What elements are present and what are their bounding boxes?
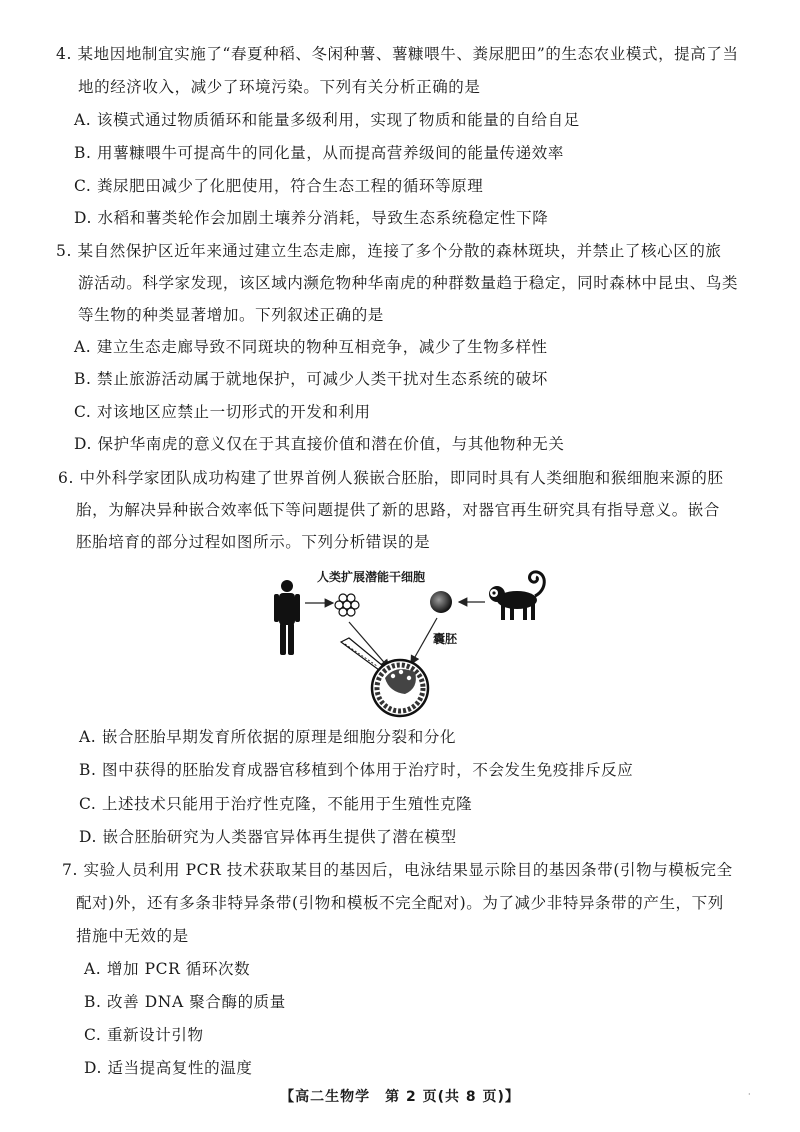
option-c: C. 对该地区应禁止一切形式的开发和利用 [74, 403, 371, 421]
figure-label-stem-cells: 人类扩展潜能干细胞 [317, 570, 426, 584]
question-stem-line: 胎，为解决异种嵌合效率低下等问题提供了新的思路，对器官再生研究具有指导意义。嵌合 [76, 501, 721, 519]
blastocyst-icon [430, 591, 452, 613]
question-stem-line: 6. 中外科学家团队成功构建了世界首例人猴嵌合胚胎，即同时具有人类细胞和猴细胞来源的胚 [58, 469, 724, 487]
question-stem-line: 地的经济收入，减少了环境污染。下列有关分析正确的是 [78, 78, 481, 96]
question-stem-line: 配对)外，还有多条非特异条带(引物和模板不完全配对)。为了减少非特异条带的产生，下列 [76, 894, 724, 912]
option-d: D. 嵌合胚胎研究为人类器官异体再生提供了潜在模型 [79, 828, 457, 846]
option-c: C. 重新设计引物 [84, 1026, 204, 1044]
option-b: B. 图中获得的胚胎发育成器官移植到个体用于治疗时，不会发生免疫排斥反应 [79, 761, 634, 779]
option-d: D. 适当提高复性的温度 [84, 1059, 253, 1077]
stem-cell-cluster-icon [335, 594, 359, 616]
question-stem-line: 4. 某地因地制宜实施了“春夏种稻、冬闲种薯、薯糠喂牛、粪尿肥田”的生态农业模式，提高了当 [56, 45, 739, 63]
question-stem-line: 措施中无效的是 [76, 927, 189, 945]
option-b: B. 改善 DNA 聚合酶的质量 [84, 993, 286, 1011]
question-stem-line: 胚胎培育的部分过程如图所示。下列分析错误的是 [76, 533, 431, 551]
corner-mark: · [748, 1090, 751, 1099]
chimeric-embryo-figure [265, 560, 555, 720]
option-d: D. 水稻和薯类轮作会加剧土壤养分消耗，导致生态系统稳定性下降 [74, 209, 549, 227]
figure-label-blastocyst: 囊胚 [433, 632, 458, 646]
option-a: A. 该模式通过物质循环和能量多级利用，实现了物质和能量的自给自足 [74, 111, 580, 129]
question-stem-line: 游活动。科学家发现，该区域内濒危物种华南虎的种群数量趋于稳定，同时森林中昆虫、鸟类 [78, 274, 739, 292]
option-c: C. 上述技术只能用于治疗性克隆，不能用于生殖性克隆 [79, 795, 473, 813]
option-b: B. 用薯糠喂牛可提高牛的同化量，从而提高营养级间的能量传递效率 [74, 144, 564, 162]
option-d: D. 保护华南虎的意义仅在于其直接价值和潜在价值，与其他物种无关 [74, 435, 565, 453]
option-b: B. 禁止旅游活动属于就地保护，可减少人类干扰对生态系统的破坏 [74, 370, 548, 388]
option-a: A. 嵌合胚胎早期发育所依据的原理是细胞分裂和分化 [79, 728, 457, 746]
option-a: A. 建立生态走廊导致不同斑块的物种互相竞争，减少了生物多样性 [74, 338, 548, 356]
monkey-icon [489, 572, 544, 620]
question-stem-line: 等生物的种类显著增加。下列叙述正确的是 [78, 306, 384, 324]
question-stem-line: 5. 某自然保护区近年来通过建立生态走廊，连接了多个分散的森林斑块，并禁止了核心区的旅 [56, 242, 722, 260]
option-c: C. 粪尿肥田减少了化肥使用，符合生态工程的循环等原理 [74, 177, 484, 195]
page-footer: 【高二生物学 第 2 页(共 8 页)】 [280, 1089, 520, 1105]
chimeric-embryo-icon [372, 660, 428, 716]
question-stem-line: 7. 实验人员利用 PCR 技术获取某目的基因后，电泳结果显示除目的基因条带(引物与模板完全 [62, 861, 733, 879]
human-icon [274, 580, 300, 655]
option-a: A. 增加 PCR 循环次数 [84, 960, 251, 978]
